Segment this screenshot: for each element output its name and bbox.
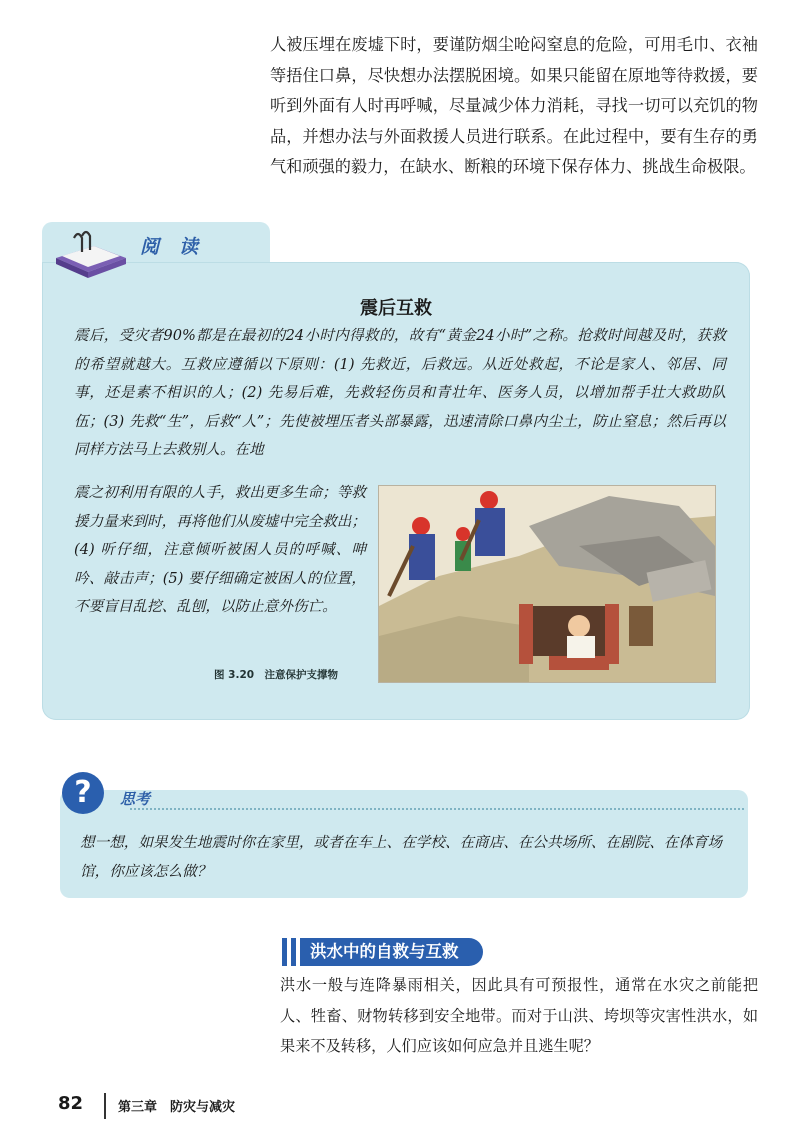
footer-separator	[104, 1093, 106, 1119]
chapter-title: 第三章 防灾与减灾	[118, 1100, 236, 1115]
figure-caption: 图 3.20 注意保护支撑物	[214, 669, 339, 681]
section-heading-label: 洪水中的自救与互救	[300, 938, 483, 966]
heading-bar	[291, 938, 296, 966]
question-mark-icon: ?	[62, 772, 104, 814]
think-body: 想一想，如果发生地震时你在家里，或者在车上、在学校、在商店、在公共场所、在剧院、在体育场馆，你应该怎么做？	[80, 834, 723, 880]
page-number: 82	[58, 1093, 84, 1114]
reading-label: 阅读	[140, 236, 219, 258]
notepad-icon	[50, 228, 130, 280]
heading-bar	[282, 938, 287, 966]
reading-title: 震后互救	[360, 298, 432, 319]
rescue-illustration	[378, 485, 716, 683]
section-body: 洪水一般与连降暴雨相关，因此具有可预报性，通常在水灾之前能把人、牲畜、财物转移到安全地带。而对于山洪、垮坝等灾害性洪水，如果来不及转移，人们应该如何应急并且逃生呢？	[280, 976, 758, 1055]
reading-body: 震后，受灾者90%都是在最初的24小时内得救的，故有“黄金24小时”之称。抢救时间越及时，获救的希望就越大。互救应遵循以下原则：(1) 先救近，后救远。从近处救起，不论是家人、邻居、同事，还是素不相识的人；(2) 先易后难，先救轻伤员和青壮年、医务人员，以增加帮手壮大救助队伍；(3) 先救“生”，后救“人”；先使被埋压者头部暴露，迅速清除口鼻内尘土，防止窒息；然后再以同样方法马上去救别人。在地	[74, 327, 726, 459]
reading-body-continued: 震之初利用有限的人手，救出更多生命；等救援力量来到时，再将他们从废墟中完全救出；(4) 听仔细，注意倾听被困人员的呼喊、呻吟、敲击声；(5) 要仔细确定被困人的位置，不要盲目乱挖、乱刨，以防止意外伤亡。	[74, 484, 366, 616]
top-paragraph: 人被压埋在废墟下时，要谨防烟尘呛闷窒息的危险，可用毛巾、衣袖等捂住口鼻，尽快想办法摆脱困境。如果只能留在原地等待救援，要听到外面有人时再呼喊，尽量减少体力消耗，寻找一切可以充饥的物品，并想办法与外面救援人员进行联系。在此过程中，要有生存的勇气和顽强的毅力，在缺水、断粮的环境下保存体力、挑战生命极限。	[270, 35, 758, 176]
think-label: 思考	[120, 790, 151, 808]
think-dotted-divider	[130, 808, 744, 810]
